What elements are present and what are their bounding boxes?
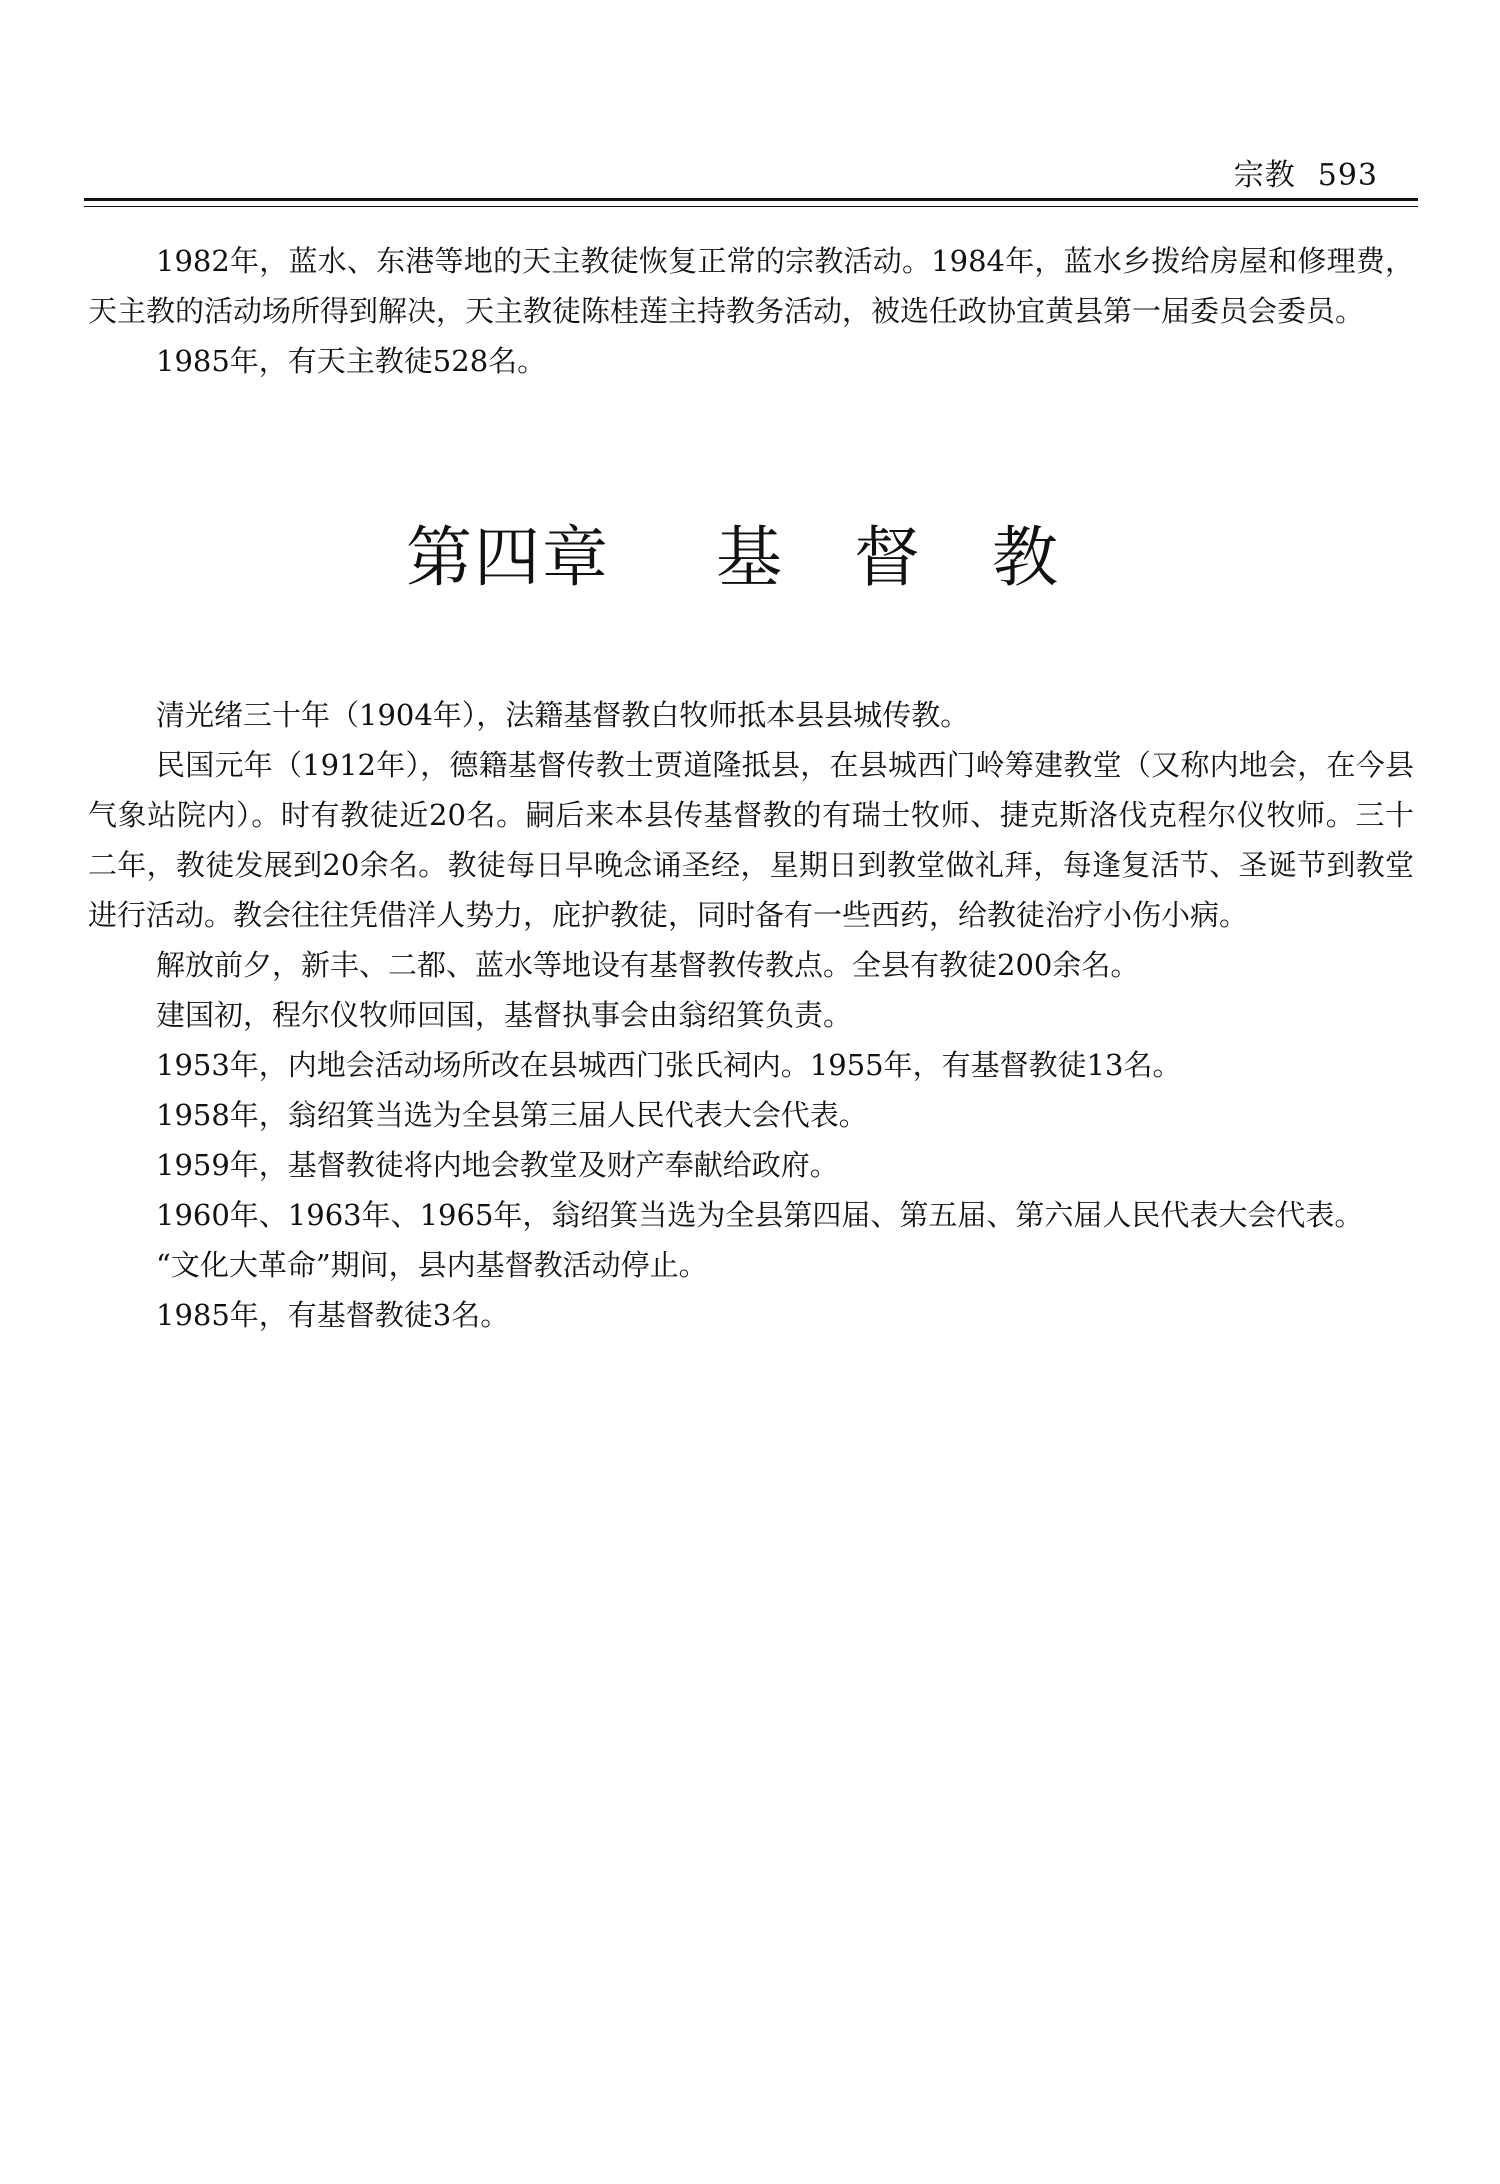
paragraph: 1985年，有天主教徒528名。 bbox=[156, 344, 547, 378]
paragraph: 民国元年（1912年），德籍基督传教士贾道隆抵县，在县城西门岭筹建教堂（又称内地会，在今县气象站院内）。时有教徒近20名。嗣后来本县传基督教的有瑞士牧师、捷克斯洛伐克程尔仪牧师。三十二年，教徒发展到20余名。教徒每日早晚念诵圣经，星期日到教堂做礼拜，每逢复活节、圣诞节到教堂进行活动。教会往往凭借洋人势力，庇护教徒，同时备有一些西药，给教徒治疗小伤小病。 bbox=[88, 748, 1414, 932]
paragraph: 1960年、1963年、1965年，翁绍箕当选为全县第四届、第五届、第六届人民代表大会代表。 bbox=[156, 1198, 1364, 1232]
paragraph: “文化大革命”期间，县内基督教活动停止。 bbox=[156, 1248, 708, 1282]
header-rule-thin bbox=[84, 206, 1418, 207]
paragraph: 1953年，内地会活动场所改在县城西门张氏祠内。1955年，有基督教徒13名。 bbox=[156, 1048, 1182, 1082]
section-name: 宗教 bbox=[1233, 158, 1296, 193]
paragraph: 清光绪三十年（1904年），法籍基督教白牧师抵本县县城传教。 bbox=[156, 698, 970, 732]
header-rule-thick bbox=[84, 198, 1418, 201]
chapter-title-char: 教 bbox=[992, 519, 1058, 596]
paragraph: 1959年，基督教徒将内地会教堂及财产奉献给政府。 bbox=[156, 1148, 839, 1182]
page-number: 593 bbox=[1317, 158, 1378, 193]
paragraph: 1982年，蓝水、东港等地的天主教徒恢复正常的宗教活动。1984年，蓝水乡拨给房屋和修理费，天主教的活动场所得到解决，天主教徒陈桂莲主持教务活动，被选任政协宜黄县第一届委员会委员。 bbox=[88, 244, 1414, 328]
chapter-title-char: 基 bbox=[716, 519, 782, 596]
paragraph: 1985年，有基督教徒3名。 bbox=[156, 1298, 510, 1332]
chapter-title-char: 督 bbox=[854, 519, 920, 596]
intro-text bbox=[88, 236, 1414, 386]
running-head bbox=[1234, 150, 1378, 194]
paragraph: 建国初，程尔仪牧师回国，基督执事会由翁绍箕负责。 bbox=[156, 998, 853, 1032]
chapter-number: 第四章 bbox=[406, 519, 610, 596]
paragraph: 解放前夕，新丰、二都、蓝水等地设有基督教传教点。全县有教徒200余名。 bbox=[156, 948, 1140, 982]
paragraph: 1958年，翁绍箕当选为全县第三届人民代表大会代表。 bbox=[156, 1098, 868, 1132]
chapter-title bbox=[0, 518, 1500, 598]
chapter-body bbox=[88, 690, 1414, 1340]
